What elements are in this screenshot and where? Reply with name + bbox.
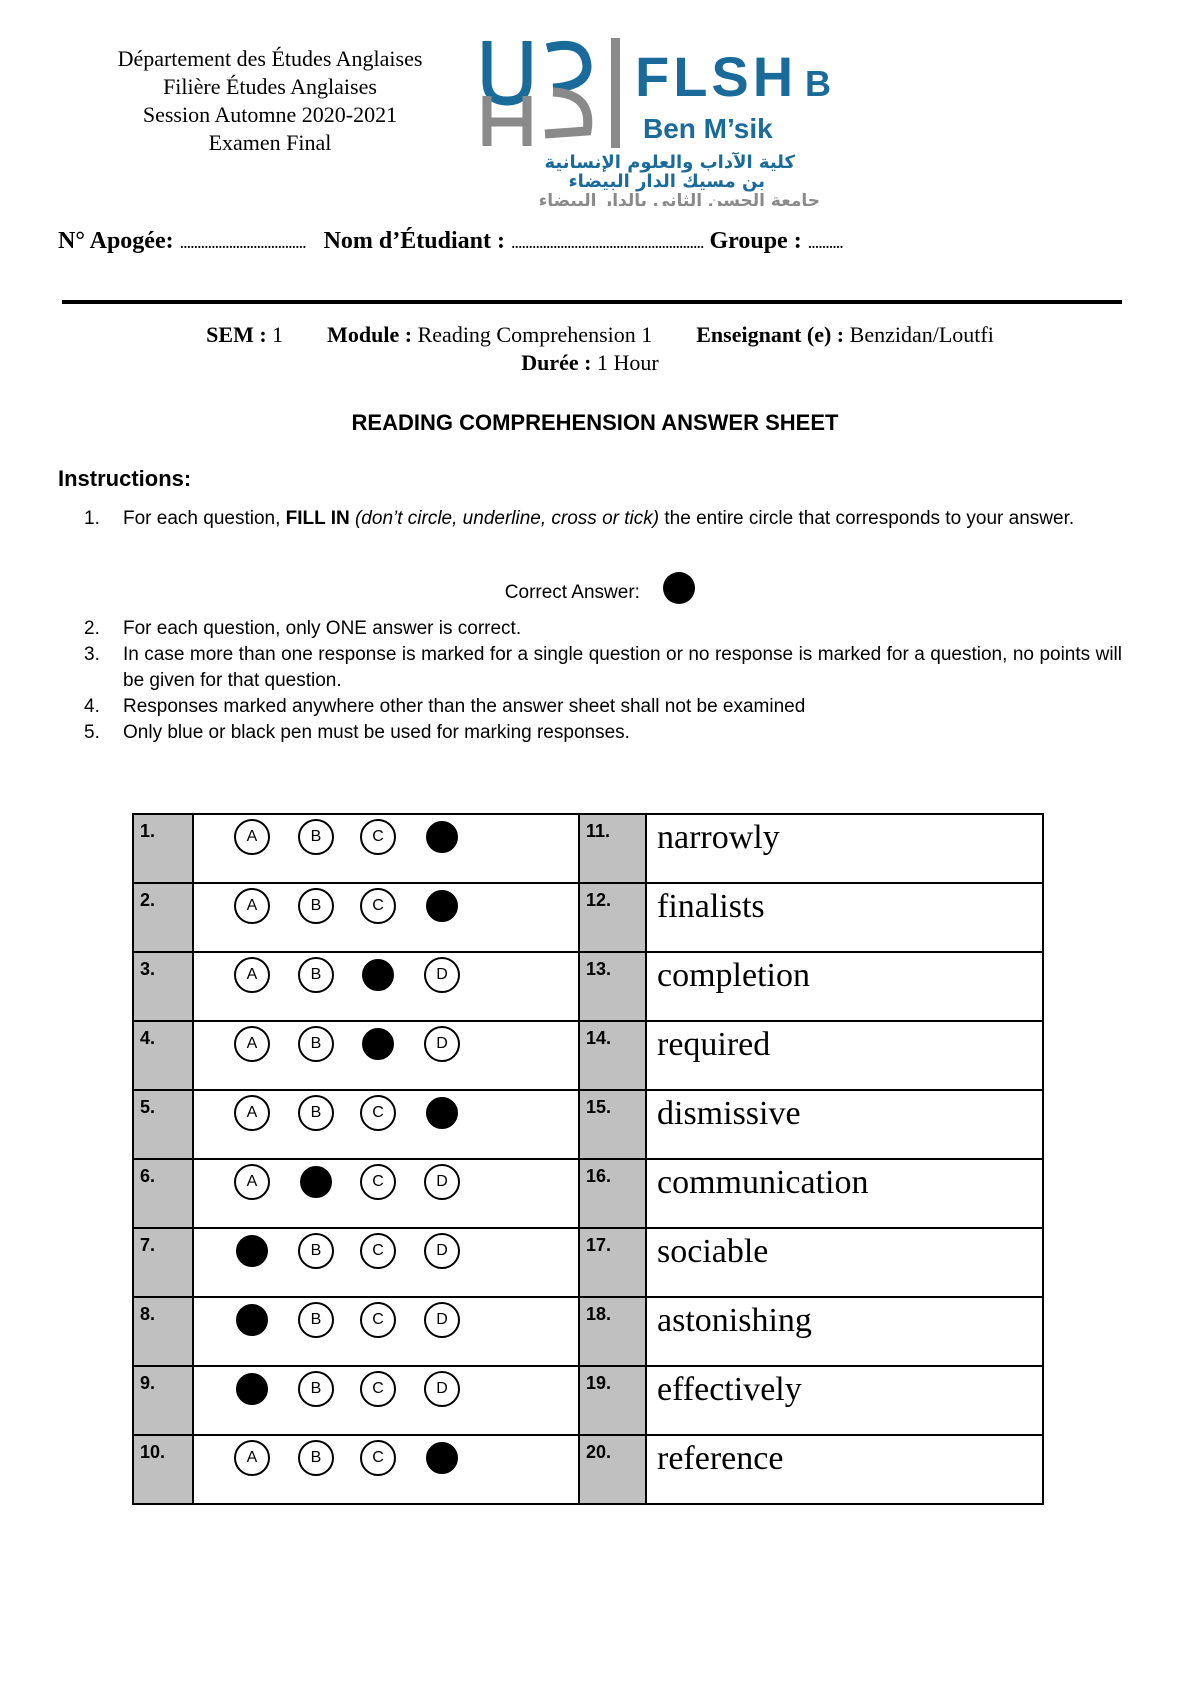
instruction-item	[84, 642, 1122, 694]
answer-bubble-a[interactable]: A	[234, 1164, 270, 1200]
module-value: Reading Comprehension 1	[417, 322, 653, 347]
answer-bubble-d[interactable]: D	[424, 1371, 460, 1407]
question-number: 1.	[133, 814, 193, 883]
answer-choices	[193, 1366, 579, 1435]
answer-bubble-a[interactable]: A	[234, 957, 270, 993]
answer-choices	[193, 1297, 579, 1366]
answer-bubble-b[interactable]: B	[298, 888, 334, 924]
answer-bubble-c[interactable]	[362, 959, 394, 991]
group-label: Groupe :	[709, 228, 802, 254]
logo-arabic-line1: كلية الآداب والعلوم الإنسانية	[544, 152, 795, 173]
question-number: 2.	[133, 883, 193, 952]
logo-arabic-line2: بن مسيك الدار البيضاء	[568, 171, 765, 192]
answer-bubble-c[interactable]: C	[360, 1302, 396, 1338]
question-number: 6.	[133, 1159, 193, 1228]
answer-bubble-b[interactable]	[300, 1166, 332, 1198]
question-number: 11.	[579, 814, 646, 883]
correct-answer-example	[0, 572, 1200, 604]
answer-bubble-c[interactable]: C	[360, 1371, 396, 1407]
question-number: 16.	[579, 1159, 646, 1228]
instruction-text: Responses marked anywhere other than the answer sheet shall not be examined	[123, 696, 806, 717]
answer-word[interactable]: dismissive	[646, 1090, 1043, 1159]
question-number: 10.	[133, 1435, 193, 1504]
answer-word[interactable]: effectively	[646, 1366, 1043, 1435]
page-title: READING COMPREHENSION ANSWER SHEET	[351, 410, 839, 435]
question-number: 3.	[133, 952, 193, 1021]
question-number: 19.	[579, 1366, 646, 1435]
answer-word[interactable]: astonishing	[646, 1297, 1043, 1366]
question-number: 9.	[133, 1366, 193, 1435]
table-row	[133, 1090, 1043, 1159]
answer-choices	[193, 952, 579, 1021]
answer-choices	[193, 1228, 579, 1297]
instruction-number: 4.	[84, 696, 100, 717]
logo-mark-icon	[475, 36, 855, 206]
teacher-label: Enseignant (e) :	[696, 322, 845, 347]
table-row	[133, 952, 1043, 1021]
answer-choices	[193, 1090, 579, 1159]
answer-bubble-c[interactable]	[362, 1028, 394, 1060]
answer-bubble-a[interactable]: A	[234, 888, 270, 924]
question-number: 17.	[579, 1228, 646, 1297]
filled-circle-icon	[663, 572, 695, 604]
answer-bubble-b[interactable]: B	[298, 1302, 334, 1338]
logo-campus: Ben M’sik	[643, 113, 773, 144]
department-name: Département des Études Anglaises	[117, 46, 423, 71]
answer-bubble-c[interactable]: C	[360, 1233, 396, 1269]
group-field[interactable]: ..........	[807, 232, 843, 252]
question-number: 8.	[133, 1297, 193, 1366]
answer-bubble-a[interactable]	[236, 1304, 268, 1336]
answer-bubble-b[interactable]: B	[298, 1095, 334, 1131]
logo-brand: FLSH	[635, 45, 798, 108]
answer-bubble-c[interactable]: C	[360, 888, 396, 924]
instruction-1-pre: For each question,	[123, 508, 286, 529]
answer-bubble-b[interactable]: B	[298, 1233, 334, 1269]
question-number: 13.	[579, 952, 646, 1021]
instruction-1-post: the entire circle that corresponds to your answer.	[659, 508, 1075, 529]
filiere-name: Filière Études Anglaises	[163, 74, 377, 99]
answer-choices	[193, 1435, 579, 1504]
apogee-label: N° Apogée:	[58, 228, 174, 254]
exam-name: Examen Final	[208, 130, 332, 155]
answer-choices	[193, 1021, 579, 1090]
answer-bubble-d[interactable]	[426, 821, 458, 853]
instruction-item	[84, 506, 1122, 532]
duration-label: Durée :	[521, 350, 592, 375]
logo-brand-suffix: B	[805, 63, 831, 104]
instruction-number: 2.	[84, 618, 100, 639]
instruction-number: 5.	[84, 722, 100, 743]
answer-bubble-d[interactable]: D	[424, 957, 460, 993]
instruction-number: 1.	[84, 508, 100, 529]
instruction-text: Only blue or black pen must be used for marking responses.	[123, 722, 630, 743]
answer-word[interactable]: sociable	[646, 1228, 1043, 1297]
table-row	[133, 1159, 1043, 1228]
answer-bubble-a[interactable]: A	[234, 1440, 270, 1476]
answer-bubble-d[interactable]: D	[424, 1302, 460, 1338]
answer-bubble-b[interactable]: B	[298, 1440, 334, 1476]
instruction-number: 3.	[84, 644, 100, 665]
answer-bubble-d[interactable]	[426, 890, 458, 922]
question-number: 20.	[579, 1435, 646, 1504]
instruction-item	[84, 720, 1122, 746]
answer-bubble-d[interactable]	[426, 1097, 458, 1129]
answer-bubble-d[interactable]: D	[424, 1026, 460, 1062]
answer-word[interactable]: reference	[646, 1435, 1043, 1504]
table-row	[133, 1297, 1043, 1366]
header-divider	[62, 300, 1122, 304]
teacher-value: Benzidan/Loutfi	[849, 322, 994, 347]
answer-bubble-c[interactable]: C	[360, 1164, 396, 1200]
answer-bubble-d[interactable]: D	[424, 1164, 460, 1200]
module-info-line	[0, 322, 1200, 348]
table-row	[133, 814, 1043, 883]
answer-word[interactable]: finalists	[646, 883, 1043, 952]
question-number: 15.	[579, 1090, 646, 1159]
table-row	[133, 883, 1043, 952]
answer-choices	[193, 883, 579, 952]
table-row	[133, 1366, 1043, 1435]
instructions-heading: Instructions:	[58, 466, 192, 491]
answer-bubble-b[interactable]: B	[298, 957, 334, 993]
answer-bubble-b[interactable]: B	[298, 819, 334, 855]
answer-bubble-b[interactable]: B	[298, 1371, 334, 1407]
university-logo	[475, 36, 855, 206]
answer-bubble-c[interactable]: C	[360, 1440, 396, 1476]
answer-bubble-d[interactable]	[426, 1442, 458, 1474]
table-row	[133, 1435, 1043, 1504]
duration-line	[0, 350, 1190, 376]
question-number: 5.	[133, 1090, 193, 1159]
session-name: Session Automne 2020-2021	[142, 102, 398, 127]
question-number: 7.	[133, 1228, 193, 1297]
sem-value: 1	[272, 322, 284, 347]
answer-bubble-c[interactable]: C	[360, 819, 396, 855]
answer-choices	[193, 1159, 579, 1228]
answer-word[interactable]: required	[646, 1021, 1043, 1090]
answer-bubble-b[interactable]: B	[298, 1026, 334, 1062]
instruction-item	[84, 694, 1122, 720]
question-number: 12.	[579, 883, 646, 952]
answer-bubble-a[interactable]: A	[234, 1095, 270, 1131]
apogee-field[interactable]: ....................................	[179, 232, 306, 252]
correct-answer-label: Correct Answer:	[504, 582, 640, 603]
module-label: Module :	[327, 322, 413, 347]
answer-bubble-a[interactable]: A	[234, 1026, 270, 1062]
answer-word[interactable]: narrowly	[646, 814, 1043, 883]
table-row	[133, 1228, 1043, 1297]
student-name-field[interactable]: .......................................................	[510, 232, 704, 252]
logo-arabic-line3: جامعة الحسن الثاني بالدار البيضاء	[538, 191, 820, 206]
answer-bubble-a[interactable]	[236, 1373, 268, 1405]
instruction-text: In case more than one response is marked for a single question or no response is marked for a question, no points will be given for that question.	[123, 644, 1122, 691]
student-info-line	[58, 228, 1118, 255]
answer-word[interactable]: communication	[646, 1159, 1043, 1228]
student-name-label: Nom d’Étudiant :	[323, 228, 505, 254]
question-number: 14.	[579, 1021, 646, 1090]
sem-label: SEM :	[206, 322, 267, 347]
instruction-1-italic: (don’t circle, underline, cross or tick)	[354, 508, 660, 529]
instruction-1-bold: FILL IN	[285, 508, 350, 529]
duration-value: 1 Hour	[597, 350, 659, 375]
answer-bubble-a[interactable]	[236, 1235, 268, 1267]
instruction-text: For each question, only ONE answer is correct.	[123, 618, 522, 639]
table-row	[133, 1021, 1043, 1090]
answer-choices	[193, 814, 579, 883]
answer-bubble-c[interactable]: C	[360, 1095, 396, 1131]
answer-bubble-d[interactable]: D	[424, 1233, 460, 1269]
instruction-item	[84, 616, 1122, 642]
question-number: 4.	[133, 1021, 193, 1090]
answer-table	[132, 813, 1044, 1505]
answer-word[interactable]: completion	[646, 952, 1043, 1021]
department-header	[60, 45, 480, 157]
answer-bubble-a[interactable]: A	[234, 819, 270, 855]
question-number: 18.	[579, 1297, 646, 1366]
